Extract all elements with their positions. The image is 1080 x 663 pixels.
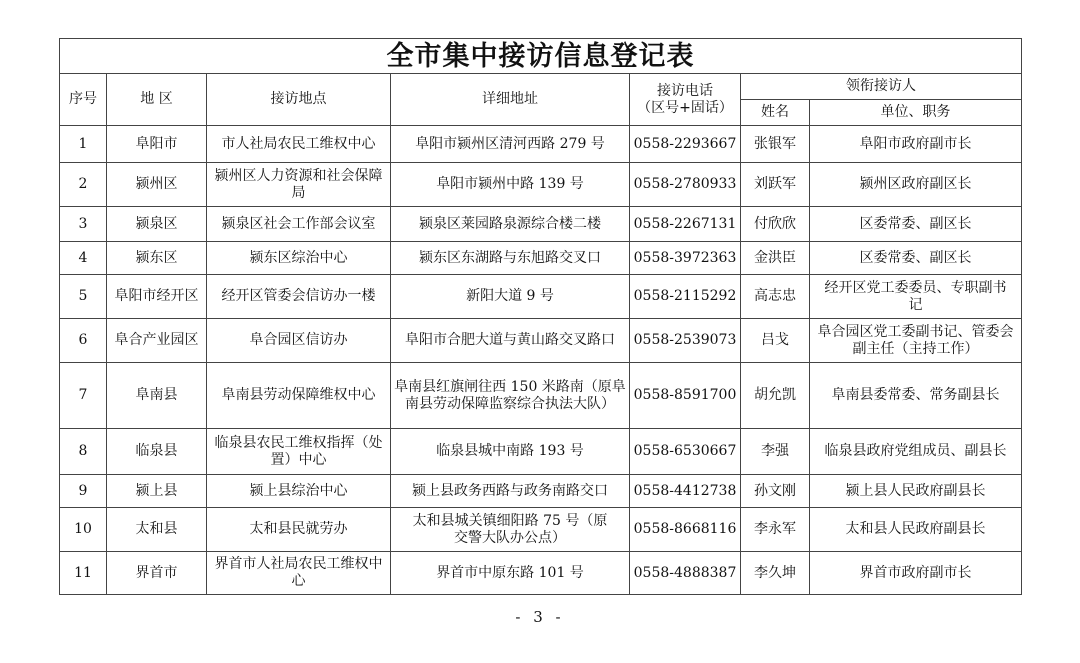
cell-region: 阜阳市经开区 xyxy=(107,275,207,319)
header-place: 接访地点 xyxy=(207,74,391,126)
header-phone-line2: （区号+固话） xyxy=(637,99,733,116)
cell-address: 太和县城关镇细阳路 75 号（原交警大队办公点） xyxy=(391,508,630,552)
cell-address: 阜阳市颍州区清河西路 279 号 xyxy=(391,126,630,163)
cell-position: 经开区党工委委员、专职副书记 xyxy=(810,275,1022,319)
cell-name: 张银军 xyxy=(741,126,810,163)
cell-position: 阜南县委常委、常务副县长 xyxy=(810,363,1022,429)
header-phone-line1: 接访电话 xyxy=(657,82,713,99)
cell-phone: 0558-2780933 xyxy=(630,163,741,207)
cell-phone: 0558-4888387 xyxy=(630,552,741,595)
table-title: 全市集中接访信息登记表 xyxy=(60,39,1022,74)
cell-seq: 11 xyxy=(60,552,107,595)
cell-phone: 0558-2267131 xyxy=(630,207,741,242)
cell-seq: 10 xyxy=(60,508,107,552)
cell-name: 付欣欣 xyxy=(741,207,810,242)
cell-address: 新阳大道 9 号 xyxy=(391,275,630,319)
header-phone xyxy=(630,74,741,126)
cell-name: 金洪臣 xyxy=(741,242,810,275)
cell-seq: 4 xyxy=(60,242,107,275)
cell-name: 高志忠 xyxy=(741,275,810,319)
table-row xyxy=(60,163,1022,207)
cell-name: 吕戈 xyxy=(741,319,810,363)
cell-seq: 9 xyxy=(60,475,107,508)
cell-position: 区委常委、副区长 xyxy=(810,242,1022,275)
table-row xyxy=(60,207,1022,242)
cell-name: 李久坤 xyxy=(741,552,810,595)
cell-address: 界首市中原东路 101 号 xyxy=(391,552,630,595)
cell-region: 太和县 xyxy=(107,508,207,552)
cell-name: 李强 xyxy=(741,429,810,475)
cell-seq: 7 xyxy=(60,363,107,429)
cell-place: 临泉县农民工维权指挥（处置）中心 xyxy=(207,429,391,475)
cell-region: 阜阳市 xyxy=(107,126,207,163)
cell-region: 颍上县 xyxy=(107,475,207,508)
cell-phone: 0558-8668116 xyxy=(630,508,741,552)
table-row xyxy=(60,363,1022,429)
cell-address: 阜南县红旗闸往西 150 米路南（原阜南县劳动保障监察综合执法大队） xyxy=(391,363,630,429)
cell-phone: 0558-2115292 xyxy=(630,275,741,319)
cell-place: 经开区管委会信访办一楼 xyxy=(207,275,391,319)
table-row xyxy=(60,242,1022,275)
cell-address: 阜阳市合肥大道与黄山路交叉路口 xyxy=(391,319,630,363)
cell-position: 阜阳市政府副市长 xyxy=(810,126,1022,163)
cell-place: 颍州区人力资源和社会保障局 xyxy=(207,163,391,207)
registration-table xyxy=(59,38,1022,595)
cell-seq: 2 xyxy=(60,163,107,207)
cell-seq: 3 xyxy=(60,207,107,242)
header-seq: 序号 xyxy=(60,74,107,126)
table-row xyxy=(60,429,1022,475)
cell-position: 界首市政府副市长 xyxy=(810,552,1022,595)
cell-phone: 0558-4412738 xyxy=(630,475,741,508)
cell-phone: 0558-6530667 xyxy=(630,429,741,475)
table-row xyxy=(60,475,1022,508)
cell-region: 临泉县 xyxy=(107,429,207,475)
table-row xyxy=(60,126,1022,163)
header-address: 详细地址 xyxy=(391,74,630,126)
cell-position: 阜合园区党工委副书记、管委会副主任（主持工作） xyxy=(810,319,1022,363)
cell-address: 阜阳市颍州中路 139 号 xyxy=(391,163,630,207)
cell-region: 颍州区 xyxy=(107,163,207,207)
table-row xyxy=(60,508,1022,552)
cell-place: 阜南县劳动保障维权中心 xyxy=(207,363,391,429)
cell-region: 阜合产业园区 xyxy=(107,319,207,363)
table-row xyxy=(60,552,1022,595)
cell-position: 区委常委、副区长 xyxy=(810,207,1022,242)
page-number: - 3 - xyxy=(515,608,565,626)
cell-seq: 8 xyxy=(60,429,107,475)
cell-region: 颍泉区 xyxy=(107,207,207,242)
cell-name: 胡允凯 xyxy=(741,363,810,429)
cell-name: 刘跃军 xyxy=(741,163,810,207)
header-region: 地 区 xyxy=(107,74,207,126)
header-leader: 领衔接访人 xyxy=(741,74,1022,100)
cell-name: 李永军 xyxy=(741,508,810,552)
cell-address: 颍泉区莱园路泉源综合楼二楼 xyxy=(391,207,630,242)
header-position: 单位、职务 xyxy=(810,100,1022,126)
cell-place: 颍泉区社会工作部会议室 xyxy=(207,207,391,242)
cell-region: 颍东区 xyxy=(107,242,207,275)
cell-region: 阜南县 xyxy=(107,363,207,429)
cell-place: 颍东区综治中心 xyxy=(207,242,391,275)
cell-phone: 0558-2293667 xyxy=(630,126,741,163)
header-name: 姓名 xyxy=(741,100,810,126)
registration-sheet xyxy=(59,38,1021,595)
cell-position: 临泉县政府党组成员、副县长 xyxy=(810,429,1022,475)
cell-address: 临泉县城中南路 193 号 xyxy=(391,429,630,475)
cell-region: 界首市 xyxy=(107,552,207,595)
table-row xyxy=(60,319,1022,363)
cell-seq: 1 xyxy=(60,126,107,163)
cell-seq: 5 xyxy=(60,275,107,319)
cell-place: 太和县民就劳办 xyxy=(207,508,391,552)
cell-address: 颍东区东湖路与东旭路交叉口 xyxy=(391,242,630,275)
cell-address: 颍上县政务西路与政务南路交口 xyxy=(391,475,630,508)
cell-position: 颍上县人民政府副县长 xyxy=(810,475,1022,508)
cell-position: 太和县人民政府副县长 xyxy=(810,508,1022,552)
cell-position: 颍州区政府副区长 xyxy=(810,163,1022,207)
cell-phone: 0558-8591700 xyxy=(630,363,741,429)
cell-phone: 0558-3972363 xyxy=(630,242,741,275)
cell-place: 界首市人社局农民工维权中心 xyxy=(207,552,391,595)
cell-place: 颍上县综治中心 xyxy=(207,475,391,508)
cell-name: 孙文刚 xyxy=(741,475,810,508)
cell-place: 阜合园区信访办 xyxy=(207,319,391,363)
cell-place: 市人社局农民工维权中心 xyxy=(207,126,391,163)
cell-phone: 0558-2539073 xyxy=(630,319,741,363)
cell-seq: 6 xyxy=(60,319,107,363)
table-row xyxy=(60,275,1022,319)
